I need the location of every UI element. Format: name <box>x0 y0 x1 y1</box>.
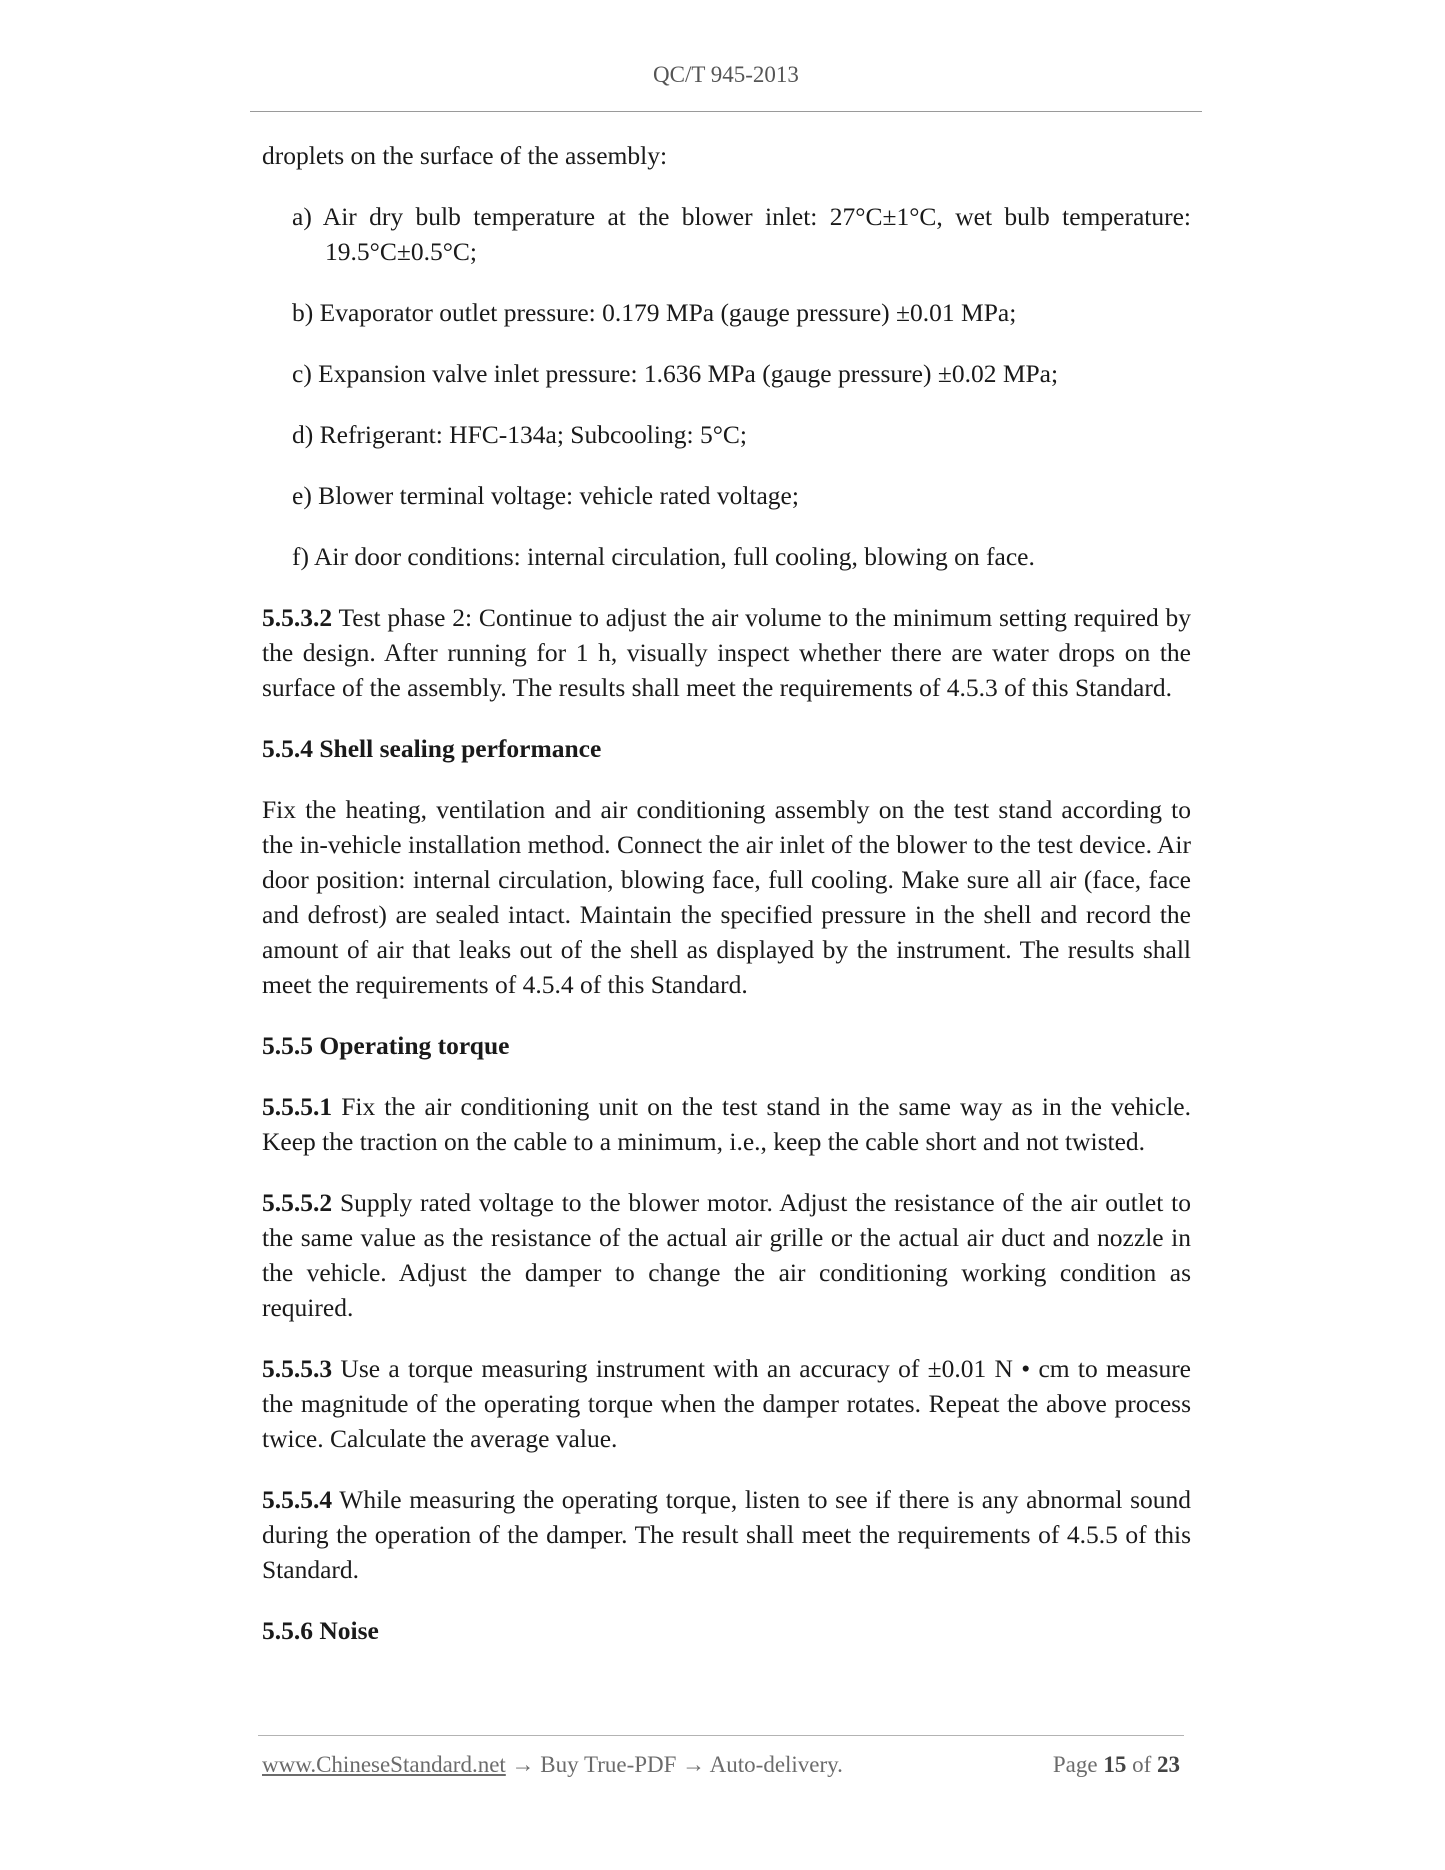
page-header: QC/T 945-2013 <box>653 62 799 87</box>
section-heading-5-5-6: 5.5.6 Noise <box>262 1616 379 1645</box>
clause-number: 5.5.5.1 <box>262 1092 333 1121</box>
clause-text: Fix the air conditioning unit on the test stand in the same way as in the vehicle. Keep the traction on the cable to a minimum, i.e., keep the cable short and not twisted. <box>262 1092 1191 1156</box>
clause-number: 5.5.5.3 <box>262 1354 333 1383</box>
paragraph-5-5-4: Fix the heating, ventilation and air conditioning assembly on the test stand according to the in-vehicle installation method. Connect the air inlet of the blower to the test device. Air door position: internal circulation, blowing face, full cooling. Make sure all air (face, face and defrost) are sealed intact. Maintain the specified pressure in the shell and record the amount of air that leaks out of the shell as displayed by the instrument. The results shall meet the requirements of 4.5.4 of this Standard. <box>262 795 1191 999</box>
clause-number: 5.5.3.2 <box>262 603 333 632</box>
section-heading-5-5-4: 5.5.4 Shell sealing performance <box>262 734 602 763</box>
page-number <box>1053 1752 1180 1778</box>
section-heading-5-5-5: 5.5.5 Operating torque <box>262 1031 510 1060</box>
intro-text: droplets on the surface of the assembly: <box>262 141 668 170</box>
clause-5-5-3-2 <box>262 600 1191 705</box>
list-item-e: e) Blower terminal voltage: vehicle rated voltage; <box>292 481 799 510</box>
clause-5-5-5-2 <box>262 1185 1191 1325</box>
list-item-c: c) Expansion valve inlet pressure: 1.636 MPa (gauge pressure) ±0.02 MPa; <box>292 359 1059 388</box>
footer-promo <box>262 1752 843 1778</box>
list-item-d: d) Refrigerant: HFC-134a; Subcooling: 5°C; <box>292 420 747 449</box>
clause-text: Use a torque measuring instrument with an accuracy of ±0.01 N • cm to measure the magnitude of the operating torque when the damper rotates. Repeat the above process twice. Calculate the average value. <box>262 1354 1191 1453</box>
clause-5-5-5-3 <box>262 1351 1191 1456</box>
list-item-b: b) Evaporator outlet pressure: 0.179 MPa (gauge pressure) ±0.01 MPa; <box>292 298 1017 327</box>
clause-text: Test phase 2: Continue to adjust the air volume to the minimum setting required by the design. After running for 1 h, visually inspect whether there are water drops on the surface of the assembly. The results shall meet the requirements of 4.5.3 of this Standard. <box>262 603 1191 702</box>
list-item-a: a) Air dry bulb temperature at the blower inlet: 27°C±1°C, wet bulb temperature: 19.5°C±0.5°C; <box>292 202 1191 266</box>
page-current: 15 <box>1103 1752 1127 1777</box>
clause-5-5-5-4 <box>262 1482 1191 1587</box>
list-item-f: f) Air door conditions: internal circulation, full cooling, blowing on face. <box>292 542 1035 571</box>
clause-number: 5.5.5.4 <box>262 1485 333 1514</box>
site-link[interactable]: www.ChineseStandard.net <box>262 1752 506 1777</box>
clause-text: While measuring the operating torque, listen to see if there is any abnormal sound during the operation of the damper. The result shall meet the requirements of 4.5.5 of this Standard. <box>262 1485 1191 1584</box>
page-total: 23 <box>1157 1752 1180 1777</box>
clause-5-5-5-1 <box>262 1089 1191 1159</box>
document-body <box>262 138 1191 1674</box>
clause-number: 5.5.5.2 <box>262 1188 333 1217</box>
footer-tagline: → Buy True-PDF → Auto-delivery. <box>505 1752 843 1777</box>
page-label: Page <box>1052 1752 1104 1777</box>
footer-divider <box>258 1735 1184 1736</box>
clause-text: Supply rated voltage to the blower motor. Adjust the resistance of the air outlet to the same value as the resistance of the actual air grille or the actual air duct and nozzle in the vehicle. Adjust the damper to change the air conditioning working condition as required. <box>262 1188 1191 1322</box>
header-divider <box>250 111 1202 112</box>
page-of: of <box>1126 1752 1157 1777</box>
